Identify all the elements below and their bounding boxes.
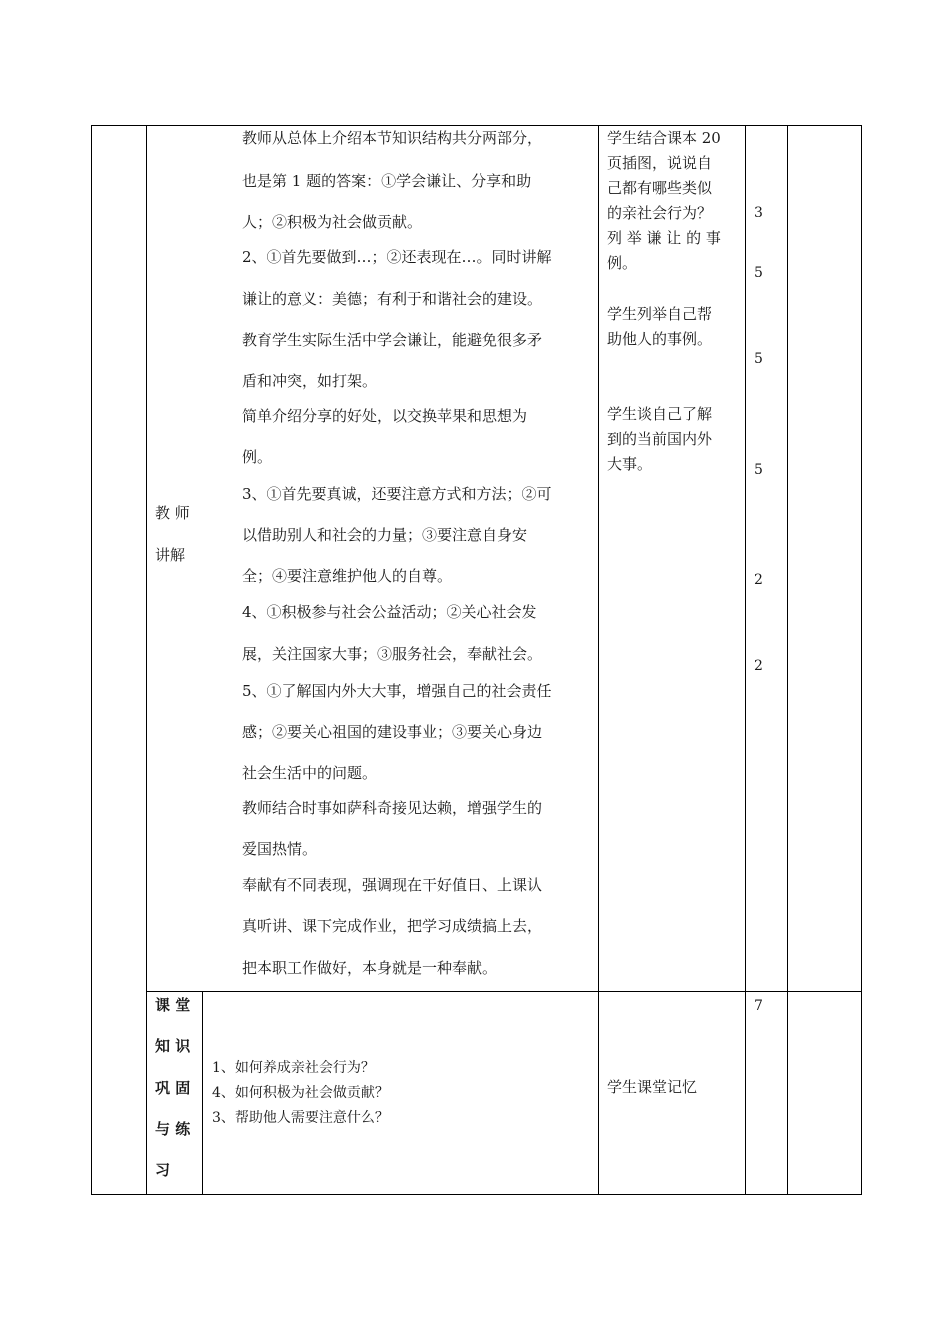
student-line: 例。 <box>607 254 638 272</box>
teacher-line: 展，关注国家大事；③服务社会，奉献社会。 <box>242 645 543 663</box>
student-line: 页插图，说说自 <box>607 154 713 172</box>
review-question: 4、如何积极为社会做贡献？ <box>212 1085 389 1101</box>
teacher-line: 社会生活中的问题。 <box>242 764 378 782</box>
minutes-value: 2 <box>754 572 763 588</box>
teacher-line: 3、①首先要真诚，还要注意方式和方法；②可 <box>242 485 552 503</box>
teacher-line: 谦让的意义：美德；有利于和谐社会的建设。 <box>242 290 543 308</box>
teacher-line: 全；④要注意维护他人的自尊。 <box>242 567 453 585</box>
col-border-2 <box>146 125 147 1195</box>
teacher-line: 奉献有不同表现，强调现在干好值日、上课认 <box>242 876 543 894</box>
table-bottom-border <box>91 1194 862 1195</box>
row-divider <box>146 991 862 992</box>
teacher-line: 5、①了解国内外大大事，增强自己的社会责任 <box>242 682 552 700</box>
student-line: 学生谈自己了解 <box>607 405 713 423</box>
review-minutes: 7 <box>754 998 763 1014</box>
review-question: 1、如何养成亲社会行为？ <box>212 1060 375 1076</box>
row2-label-line: 知 识 <box>155 1037 191 1055</box>
teacher-line: 盾和冲突，如打架。 <box>242 372 378 390</box>
col-border-4 <box>598 125 599 1195</box>
student-line: 的亲社会行为？ <box>607 204 713 222</box>
student-line: 学生结合课本 20 <box>607 129 721 147</box>
col-border-7 <box>861 125 862 1195</box>
row2-label-line: 课 堂 <box>155 996 191 1014</box>
teacher-line: 2、①首先要做到…；②还表现在…。同时讲解 <box>242 248 552 266</box>
col-border-5 <box>745 125 746 1195</box>
teacher-line: 爱国热情。 <box>242 840 318 858</box>
review-student-activity: 学生课堂记忆 <box>607 1078 698 1096</box>
teacher-line: 教育学生实际生活中学会谦让，能避免很多矛 <box>242 331 543 349</box>
student-line: 学生列举自己帮 <box>607 305 713 323</box>
teacher-line: 人；②积极为社会做贡献。 <box>242 213 423 231</box>
student-line: 到的当前国内外 <box>607 430 713 448</box>
minutes-value: 3 <box>754 205 763 221</box>
teacher-line: 简单介绍分享的好处，以交换苹果和思想为 <box>242 407 528 425</box>
minutes-value: 5 <box>754 351 763 367</box>
minutes-value: 5 <box>754 462 763 478</box>
review-question: 3、帮助他人需要注意什么？ <box>212 1110 389 1126</box>
minutes-value: 5 <box>754 265 763 281</box>
teacher-line: 以借助别人和社会的力量；③要注意自身安 <box>242 526 528 544</box>
minutes-value: 2 <box>754 658 763 674</box>
table-top-border <box>91 125 862 126</box>
row2-label-line: 与 练 <box>155 1120 191 1138</box>
teacher-line: 感；②要关心祖国的建设事业；③要关心身边 <box>242 723 543 741</box>
teacher-line: 教师结合时事如萨科奇接见达赖，增强学生的 <box>242 799 543 817</box>
row1-label-line1: 教 师 <box>155 504 190 522</box>
teacher-line: 也是第 1 题的答案：①学会谦让、分享和助 <box>242 172 532 190</box>
row2-label-line: 习 <box>155 1161 171 1179</box>
student-line: 助他人的事例。 <box>607 330 713 348</box>
col-border-6 <box>787 125 788 1195</box>
teacher-line: 真听讲、课下完成作业，把学习成绩搞上去， <box>242 917 543 935</box>
teacher-line: 把本职工作做好，本身就是一种奉献。 <box>242 959 498 977</box>
col-border-1 <box>91 125 92 1195</box>
row2-label-line: 巩 固 <box>155 1079 191 1097</box>
col-border-3 <box>202 991 203 1195</box>
row1-label-line2: 讲解 <box>155 546 186 564</box>
student-line: 大事。 <box>607 455 653 473</box>
teacher-line: 例。 <box>242 448 273 466</box>
student-line: 列 举 谦 让 的 事 <box>607 229 721 247</box>
teacher-line: 教师从总体上介绍本节知识结构共分两部分， <box>242 129 543 147</box>
student-line: 己都有哪些类似 <box>607 179 713 197</box>
teacher-line: 4、①积极参与社会公益活动；②关心社会发 <box>242 603 537 621</box>
